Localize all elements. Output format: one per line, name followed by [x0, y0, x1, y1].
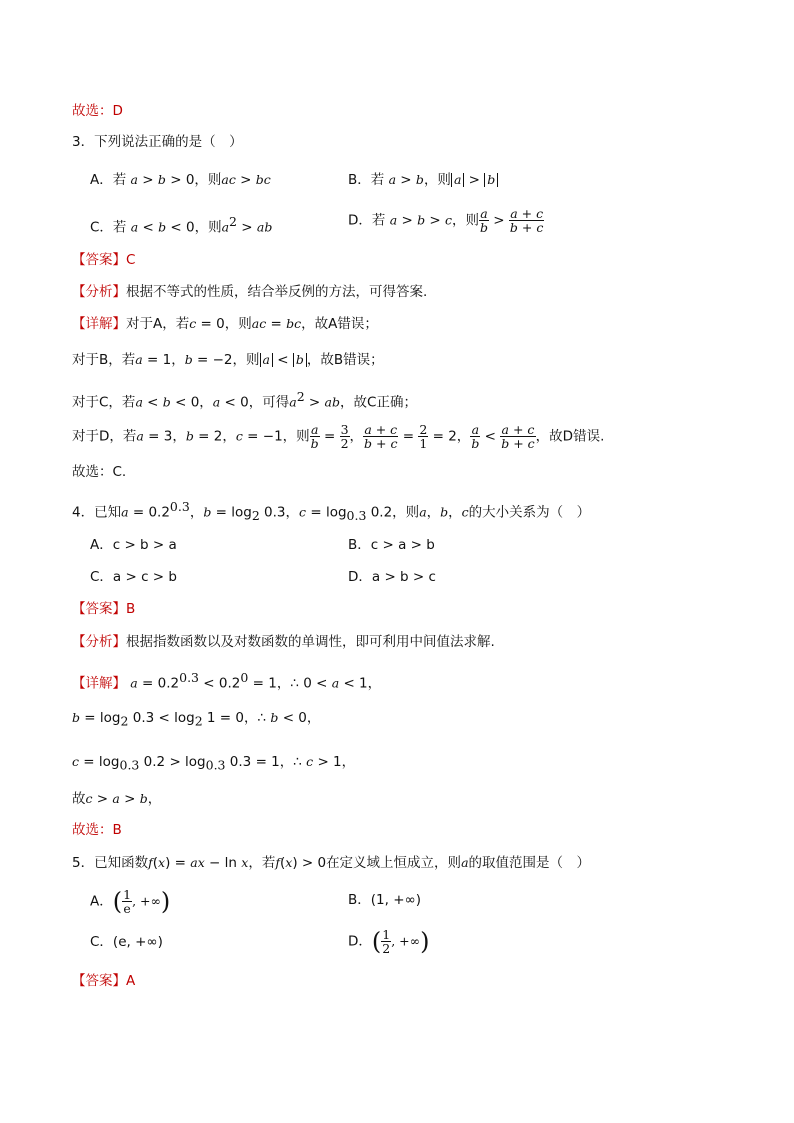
q3-option-c: C．若 a < b < 0，则$a^2$ > ab — [90, 214, 273, 236]
q4-analysis: 根据指数函数以及对数函数的单调性，即可利用中间值法求解. — [126, 634, 495, 650]
q5-answer-line — [72, 971, 135, 991]
answer-tag: 【答案】 — [72, 252, 126, 268]
analysis-tag: 【分析】 — [72, 634, 126, 650]
q4-detail-1: 【详解】 $a = 0.2^{0.3} < 0.2^0 = 1$，∴ 0 < a < 1， — [72, 670, 382, 692]
q3-detail-3: 对于C，若a < b < 0，a < 0，可得$a^2$ > ab，故C正确； — [72, 389, 417, 411]
q3-analysis: 根据不等式的性质，结合举反例的方法，可得答案. — [126, 284, 428, 300]
q3-option-d: D．若 a > b > c，则 $\frac{a}{b}$ > $\frac{a + c}{b + c}$ — [348, 206, 544, 235]
q4-detail-3: $c = \log_{0.3} 0.2 > \log_{0.3} 0.3 = 1$，∴ c > 1， — [72, 754, 356, 773]
detail-tag: 【详解】 — [72, 316, 126, 332]
analysis-tag: 【分析】 — [72, 284, 126, 300]
q3-analysis-line — [72, 282, 427, 302]
q5-option-c: C．(e, +∞) — [90, 934, 163, 950]
q5-option-a: A．( $\frac{1}{e}$ , +∞) — [90, 887, 171, 916]
q4-detail-4: 故c > a > b， — [72, 791, 162, 807]
q4-choose: 故选：B — [72, 822, 122, 838]
q3-answer-line — [72, 250, 135, 270]
q4-analysis-line — [72, 632, 495, 652]
q3-stem: 3．下列说法正确的是（ ） — [72, 134, 243, 150]
q3-detail-1: 【详解】对于A，若c = 0，则ac = bc，故A错误； — [72, 316, 378, 332]
q3-answer: C — [126, 252, 136, 268]
q4-option-b: B．c > a > b — [348, 537, 435, 553]
q3-option-a: A．若 a > b > 0，则ac > bc — [90, 172, 271, 188]
previous-answer: 故选：D — [72, 103, 123, 119]
q4-option-a: A．c > b > a — [90, 537, 177, 553]
q4-answer-line — [72, 599, 135, 619]
q3-detail-2: 对于B，若a = 1，b = −2，则 a < b ，故B错误； — [72, 352, 384, 368]
q3-choose: 故选：C. — [72, 464, 127, 480]
q3-detail-4: 对于D，若a = 3，b = 2，c = −1，则 $\frac{a}{b}$ = $\frac{3}{2}$ ， $\frac{a + c}{b + c}$ = $\frac{2}{1}$ = 2， $\frac{a}{b}$ < $\frac{a + c}{b + c}$ ，故D错误. — [72, 422, 605, 451]
q5-answer: A — [126, 973, 136, 989]
q4-answer: B — [126, 601, 136, 617]
detail-tag: 【详解】 — [72, 675, 126, 692]
answer-tag: 【答案】 — [72, 973, 126, 989]
q4-option-d: D．a > b > c — [348, 569, 436, 585]
answer-tag: 【答案】 — [72, 601, 126, 617]
q3-option-b: B．若 a > b，则 a > b — [348, 170, 498, 190]
q4-stem: 4．已知$a = 0.2^{0.3}$，$b = \log_2 0.3$，$c = \log_{0.3} 0.2$，则a，b，c的大小关系为（ ） — [72, 499, 591, 524]
q4-option-c: C．a > c > b — [90, 569, 177, 585]
q4-detail-2: $b = \log_2 0.3 < \log_2 1 = 0$，∴ b < 0， — [72, 710, 321, 729]
q5-stem: 5．已知函数f(x) = ax − ln x，若f(x) > 0在定义域上恒成立，则a的取值范围是（ ） — [72, 855, 591, 871]
q5-option-d: D．( $\frac{1}{2}$ , +∞) — [348, 927, 430, 956]
q5-option-b: B．(1, +∞) — [348, 892, 422, 908]
